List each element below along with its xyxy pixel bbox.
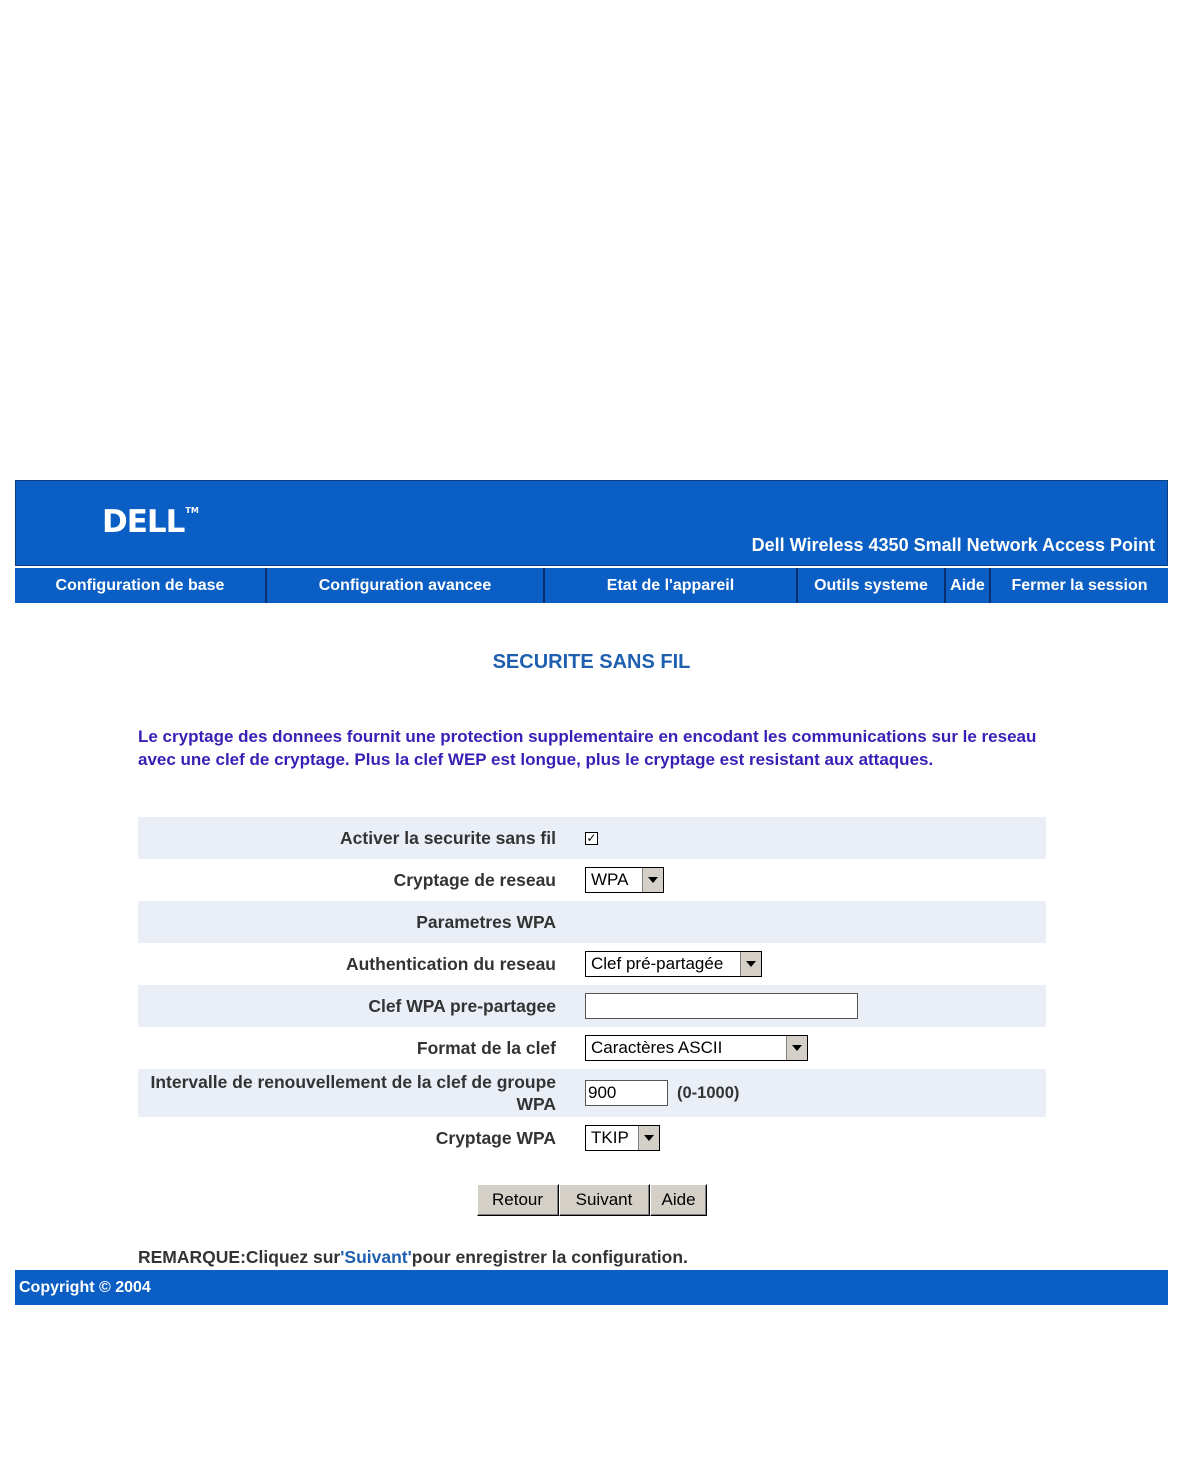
main-nav xyxy=(15,566,1168,603)
wpa-encryption-select[interactable] xyxy=(585,1125,660,1151)
network-encryption-value: WPA xyxy=(591,870,629,889)
wpa-encryption-label: Cryptage WPA xyxy=(435,1128,556,1148)
form-row-network-auth xyxy=(138,943,1046,985)
enable-security-checkbox[interactable] xyxy=(585,832,598,845)
note-next-link[interactable]: 'Suivant' xyxy=(340,1247,412,1267)
chevron-down-icon[interactable] xyxy=(638,1126,659,1150)
key-format-label: Format de la clef xyxy=(416,1038,556,1058)
page-description: Le cryptage des donnees fournit une protection supplementaire en encodant les communications sur le reseau avec une clef de cryptage. Plus la clef WEP est longue, plus le cryptage est resistant aux attaques. xyxy=(138,727,1037,769)
logo-trademark: TM xyxy=(185,506,199,515)
key-format-value: Caractères ASCII xyxy=(591,1038,723,1057)
dell-logo xyxy=(102,504,199,540)
form-row-enable-security xyxy=(138,817,1046,859)
help-button[interactable]: Aide xyxy=(650,1184,707,1216)
rekey-interval-input[interactable] xyxy=(585,1080,668,1106)
checkmark-icon: ✓ xyxy=(586,831,597,845)
psk-input[interactable] xyxy=(585,993,858,1019)
key-format-select[interactable] xyxy=(585,1035,808,1061)
nav-basic-config[interactable]: Configuration de base xyxy=(15,568,267,603)
product-name: Dell Wireless 4350 Small Network Access Point xyxy=(751,535,1155,555)
enable-security-label: Activer la securite sans fil xyxy=(340,828,556,848)
save-note xyxy=(138,1247,688,1268)
page-title: SECURITE SANS FIL xyxy=(492,651,691,673)
form-row-wpa-encryption xyxy=(138,1117,1046,1159)
footer-bar xyxy=(15,1270,1168,1305)
button-bar xyxy=(15,1184,1168,1216)
chevron-down-icon[interactable] xyxy=(740,952,761,976)
app-container xyxy=(15,480,1168,1296)
rekey-interval-label: Intervalle de renouvellement de la clef de groupe WPA xyxy=(150,1072,556,1114)
psk-label: Clef WPA pre-partagee xyxy=(368,996,556,1016)
form-row-key-format xyxy=(138,1027,1046,1069)
back-button[interactable]: Retour xyxy=(477,1184,559,1216)
form-row-rekey-interval xyxy=(138,1069,1046,1117)
next-button[interactable]: Suivant xyxy=(559,1184,650,1216)
logo-text: DELL xyxy=(102,504,185,540)
network-auth-label: Authentication du reseau xyxy=(345,954,556,974)
nav-advanced-config[interactable]: Configuration avancee xyxy=(267,568,545,603)
network-encryption-label: Cryptage de reseau xyxy=(393,870,556,890)
form-row-psk xyxy=(138,985,1046,1027)
nav-system-tools[interactable]: Outils systeme xyxy=(798,568,946,603)
network-encryption-select[interactable] xyxy=(585,867,664,893)
network-auth-select[interactable] xyxy=(585,951,762,977)
nav-device-status[interactable]: Etat de l'appareil xyxy=(545,568,798,603)
wpa-encryption-value: TKIP xyxy=(591,1128,629,1147)
nav-help[interactable]: Aide xyxy=(946,568,991,603)
copyright-text: Copyright © 2004 xyxy=(19,1278,151,1296)
wpa-params-heading: Parametres WPA xyxy=(416,912,556,932)
chevron-down-icon[interactable] xyxy=(786,1036,807,1060)
network-auth-value: Clef pré-partagée xyxy=(591,954,724,973)
header-banner xyxy=(15,480,1168,566)
security-form xyxy=(138,817,1046,1159)
form-row-wpa-params xyxy=(138,901,1046,943)
note-suffix: pour enregistrer la configuration. xyxy=(411,1247,688,1267)
chevron-down-icon[interactable] xyxy=(642,868,663,892)
nav-logout[interactable]: Fermer la session xyxy=(991,568,1168,603)
rekey-interval-range: (0-1000) xyxy=(677,1083,740,1102)
note-prefix: REMARQUE:Cliquez sur xyxy=(138,1247,341,1267)
form-row-network-encryption xyxy=(138,859,1046,901)
